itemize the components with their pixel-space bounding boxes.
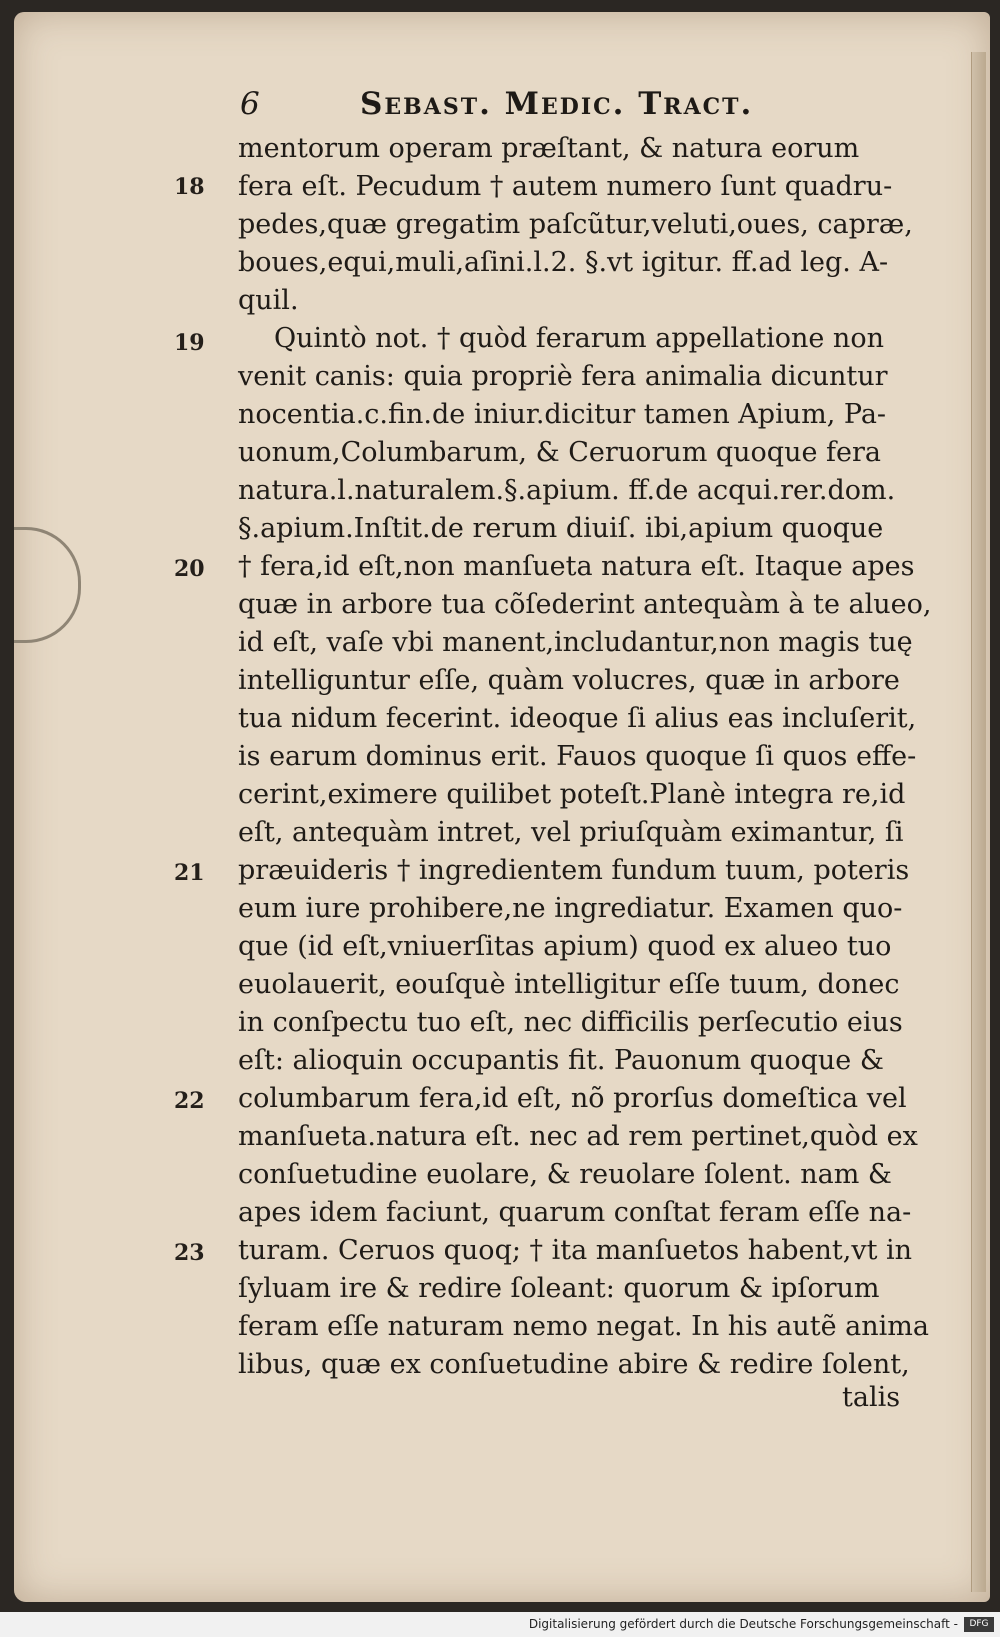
text-line: mentorum operam præſtant, & natura eorum: [238, 133, 860, 164]
margin-number: 23: [174, 1240, 205, 1266]
text-line: feram eſſe naturam nemo negat. In his autẽ anima: [238, 1311, 929, 1342]
text-line: turam. Ceruos quoq; † ita manſuetos habent,vt in: [238, 1235, 913, 1266]
margin-number: 20: [174, 556, 205, 582]
text-line: uonum,Columbarum, & Ceruorum quoque fera: [238, 437, 882, 468]
page-number: 6: [240, 86, 262, 122]
running-title: Sebast. Medic. Tract.: [360, 86, 754, 122]
text-line: is earum dominus erit. Fauos quoque ſi quos effe-: [238, 741, 917, 772]
text-line: in conſpectu tuo eſt, nec difficilis perſecutio eius: [238, 1007, 903, 1038]
text-line: pedes,quæ gregatim paſcũtur,veluti,oues, capræ,: [238, 209, 913, 240]
text-line: eſt: alioquin occupantis fit. Pauonum quoque &: [238, 1045, 884, 1076]
text-line: natura.l.naturalem.§.apium. ff.de acqui.rer.dom.: [238, 475, 896, 506]
text-line: nocentia.c.fin.de iniur.dicitur tamen Apium, Pa-: [238, 399, 887, 430]
text-line: apes idem faciunt, quarum conſtat feram eſſe na-: [238, 1197, 912, 1228]
margin-number: 21: [174, 860, 205, 886]
text-line: libus, quæ ex conſuetudine abire & redire ſolent,: [238, 1349, 910, 1380]
text-line: eſt, antequàm intret, vel priuſquàm eximantur, ſi: [238, 817, 904, 848]
page-header: [240, 86, 830, 130]
text-line: boues,equi,muli,aſini.l.2. §.vt igitur. ff.ad leg. A-: [238, 247, 889, 278]
page-edge: [971, 52, 986, 1592]
text-line: venit canis: quia propriè fera animalia dicuntur: [238, 361, 888, 392]
footer-bar: [0, 1612, 1000, 1637]
margin-number: 18: [174, 174, 205, 200]
text-line: tua nidum fecerint. ideoque ſi alius eas incluſerit,: [238, 703, 917, 734]
text-line: quæ in arbore tua cõſederint antequàm à te alueo,: [238, 589, 932, 620]
dfg-logo: DFG: [964, 1617, 994, 1632]
text-line: cerint,eximere quilibet poteſt.Planè integra re,id: [238, 779, 906, 810]
text-line: † fera,id eſt,non manſueta natura eſt. Itaque apes: [238, 551, 915, 582]
text-line: conſuetudine euolare, & reuolare ſolent. nam &: [238, 1159, 892, 1190]
text-line: quil.: [238, 285, 299, 316]
clasp-band: [14, 527, 81, 643]
text-line: eum iure prohibere,ne ingrediatur. Examen quo-: [238, 893, 903, 924]
text-line: id eſt, vaſe vbi manent,includantur,non magis tuę: [238, 627, 913, 658]
text-line: §.apium.Inſtit.de rerum diuiſ. ibi,apium quoque: [238, 513, 884, 544]
text-line: que (id eſt,vniuerſitas apium) quod ex alueo tuo: [238, 931, 892, 962]
margin-number: 19: [174, 330, 205, 356]
footer-credit: Digitalisierung gefördert durch die Deutsche Forschungsgemeinschaft -: [528, 1617, 958, 1631]
text-line: ſyluam ire & redire ſoleant: quorum & ipſorum: [238, 1273, 880, 1304]
text-line: fera eſt. Pecudum † autem numero ſunt quadru-: [238, 171, 893, 202]
text-line: intelliguntur eſſe, quàm volucres, quæ in arbore: [238, 665, 900, 696]
text-line: columbarum fera,id eſt, nõ prorſus domeſtica vel: [238, 1083, 907, 1114]
text-line: manſueta.natura eſt. nec ad rem pertinet,quòd ex: [238, 1121, 918, 1152]
catchword: talis: [842, 1382, 901, 1413]
text-line: euolauerit, eouſquè intelligitur eſſe tuum, donec: [238, 969, 900, 1000]
text-line: præuideris † ingredientem fundum tuum, poteris: [238, 855, 910, 886]
text-line: Quintò not. † quòd ferarum appellatione non: [274, 323, 884, 354]
margin-number: 22: [174, 1088, 205, 1114]
